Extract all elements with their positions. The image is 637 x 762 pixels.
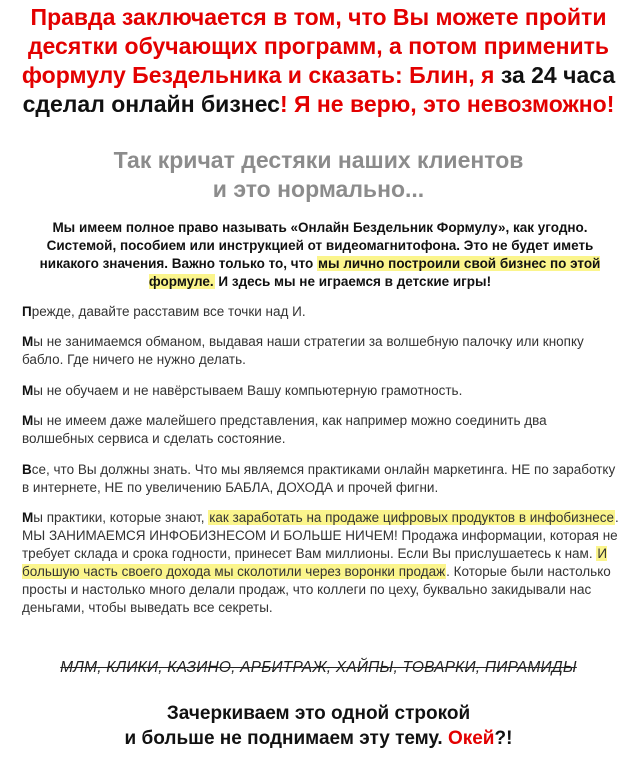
closing-statement [10, 701, 627, 751]
paragraph-2-initial: М [22, 334, 34, 349]
intro-highlight: мы лично построили свой бизнес по этой формуле. [148, 256, 601, 289]
closing-okay: Окей [447, 728, 495, 749]
paragraph-2-text: ы не занимаемся обманом, выдавая наши стратегии за волшебную палочку или кнопку бабло. Где ничего не нужно делать. [22, 334, 584, 367]
paragraph-6-text2: . МЫ ЗАНИМАЕМСЯ ИНФОБИЗНЕСОМ И БОЛЬШЕ НИЧЕМ! Продажа информации, которая не требует склада и срока годности, принесет Вам миллионы. Если Вы прислушаетесь к нам. [22, 510, 619, 561]
paragraph-5-initial: В [22, 462, 32, 477]
closing-line2 [10, 726, 627, 751]
headline-part2: за 24 часа сделал онлайн бизнес [22, 62, 616, 117]
headline-part1: Правда заключается в том, что Вы можете пройти десятки обучающих программ, а потом применить формулу Бездельника и сказать: Блин, я [21, 4, 610, 88]
paragraph-5 [22, 461, 622, 497]
paragraph-5-text: се, что Вы должны знать. Что мы являемся практиками онлайн маркетинга. НЕ по заработку в интернете, НЕ по увеличению БАБЛА, ДОХОДА и прочей фигни. [22, 462, 616, 495]
headline-part3: ! Я не верю, это невозможно! [279, 91, 615, 117]
intro-text2: И здесь мы не играемся в детские игры! [214, 274, 492, 289]
subhead [10, 146, 627, 204]
paragraph-6 [22, 509, 622, 617]
closing-end: ?! [494, 728, 513, 749]
paragraph-1-text: режде, давайте расставим все точки над И. [31, 304, 306, 319]
paragraph-3-initial: М [22, 383, 34, 398]
paragraph-6-highlight2: И большую часть своего дохода мы сколотили через воронки продаж [22, 546, 608, 579]
paragraph-6-highlight1: как заработать на продаже цифровых продуктов в инфобизнесе [209, 510, 615, 525]
paragraph-2 [22, 333, 622, 369]
headline [10, 3, 627, 119]
closing-line2-text: и больше не поднимаем эту тему. [124, 728, 448, 749]
subhead-line2: и это нормально... [212, 176, 425, 202]
paragraph-3-text: ы не обучаем и не навёрстываем Вашу компьютерную грамотность. [33, 383, 463, 398]
paragraph-6-text1: ы практики, которые знают, [33, 510, 209, 525]
paragraph-4-initial: М [22, 413, 34, 428]
closing-line1: Зачеркиваем это одной строкой [166, 703, 471, 724]
intro-paragraph [22, 219, 618, 291]
paragraph-1-initial: П [22, 304, 32, 319]
paragraph-4-text: ы не имеем даже малейшего представления, как например можно соединить два волшебных сервиса и сделать состояние. [22, 413, 547, 446]
paragraph-6-initial: М [22, 510, 34, 525]
paragraph-4 [22, 412, 622, 448]
paragraph-6-text3: . Которые были настолько просты и настолько много делали продаж, что коллеги по цеху, буквально закидывали нас деньгами, чтобы выведать все секреты. [22, 564, 611, 615]
paragraph-1 [22, 303, 622, 321]
crossed-out-list: МЛМ, КЛИКИ, КАЗИНО, АРБИТРАЖ, ХАЙПЫ, ТОВАРКИ, ПИРАМИДЫ [60, 659, 577, 676]
subhead-line1: Так кричат дестяки наших клиентов [113, 147, 524, 173]
intro-text1: Мы имеем полное право называть «Онлайн Бездельник Формулу», как угодно. Системой, пособием или инструкцией от видеомагнитофона. Это не будет иметь никакого значения. Важно только то, что [39, 220, 594, 271]
paragraph-3 [22, 382, 622, 400]
